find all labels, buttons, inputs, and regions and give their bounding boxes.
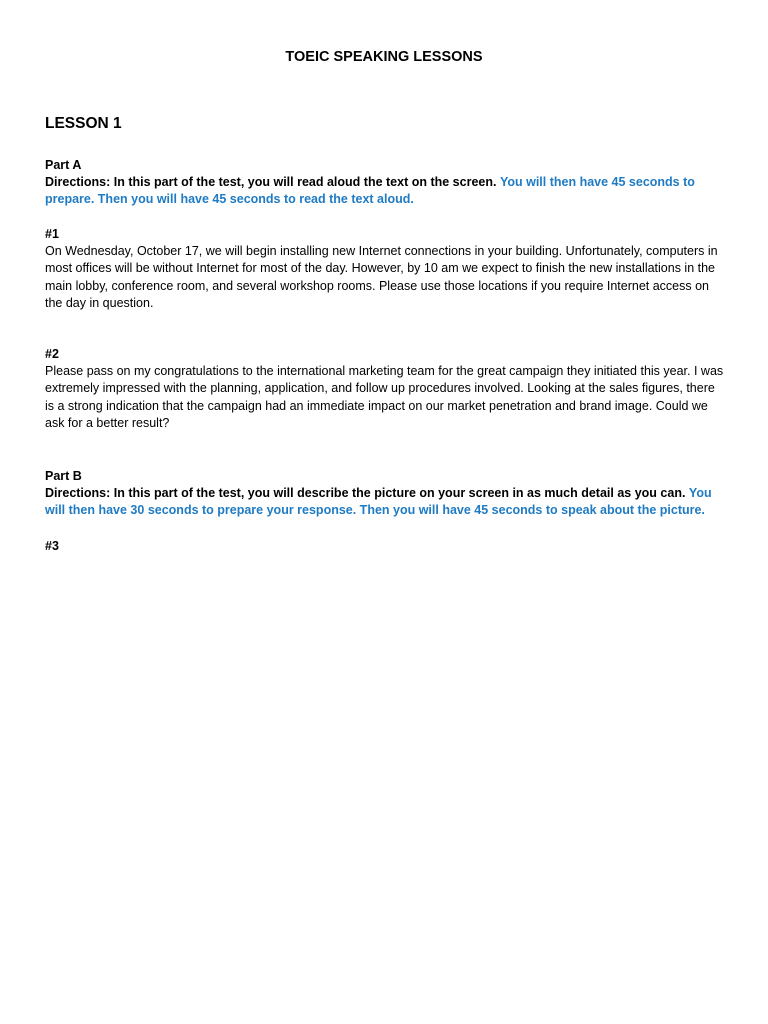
- item-2-section: [45, 346, 725, 432]
- document-title: TOEIC SPEAKING LESSONS: [285, 49, 483, 65]
- part-b-directions-text: Directions: In this part of the test, you will describe the picture on your screen in as much detail as you can.: [45, 486, 686, 501]
- item-2-number: #2: [45, 347, 59, 361]
- part-b-section: [45, 468, 725, 520]
- part-a-directions-timing: You will then have 45 seconds to prepare. Then you will have 45 seconds to read the text aloud.: [45, 175, 695, 207]
- item-3-number: #3: [45, 539, 59, 553]
- part-a-heading: Part A: [45, 158, 82, 172]
- item-3-section: [45, 538, 725, 555]
- part-a-section: [45, 157, 725, 209]
- item-1-text: On Wednesday, October 17, we will begin installing new Internet connections in your building. Unfortunately, computers in most offices will be without Internet for most of the day. However, by 10 am we expect to finish the new installations in the main lobby, conference room, and several workshop rooms. Please use those locations if you require Internet access on the day in question.: [45, 244, 718, 310]
- item-2-text: Please pass on my congratulations to the international marketing team for the great campaign they initiated this year. I was extremely impressed with the planning, application, and follow up procedures involved. Looking at the sales figures, there is a strong indication that the campaign had an immediate impact on our market penetration and brand image. Could we ask for a better result?: [45, 364, 724, 430]
- item-1-section: [45, 226, 725, 312]
- part-b-directions: [45, 485, 725, 519]
- part-a-directions-text: Directions: In this part of the test, you will read aloud the text on the screen.: [45, 175, 497, 190]
- lesson-heading: LESSON 1: [45, 115, 122, 132]
- part-b-heading: Part B: [45, 469, 82, 483]
- part-b-directions-timing: You will then have 30 seconds to prepare your response. Then you will have 45 seconds to speak about the picture.: [45, 486, 712, 518]
- part-a-directions: [45, 174, 725, 208]
- item-1-number: #1: [45, 227, 59, 241]
